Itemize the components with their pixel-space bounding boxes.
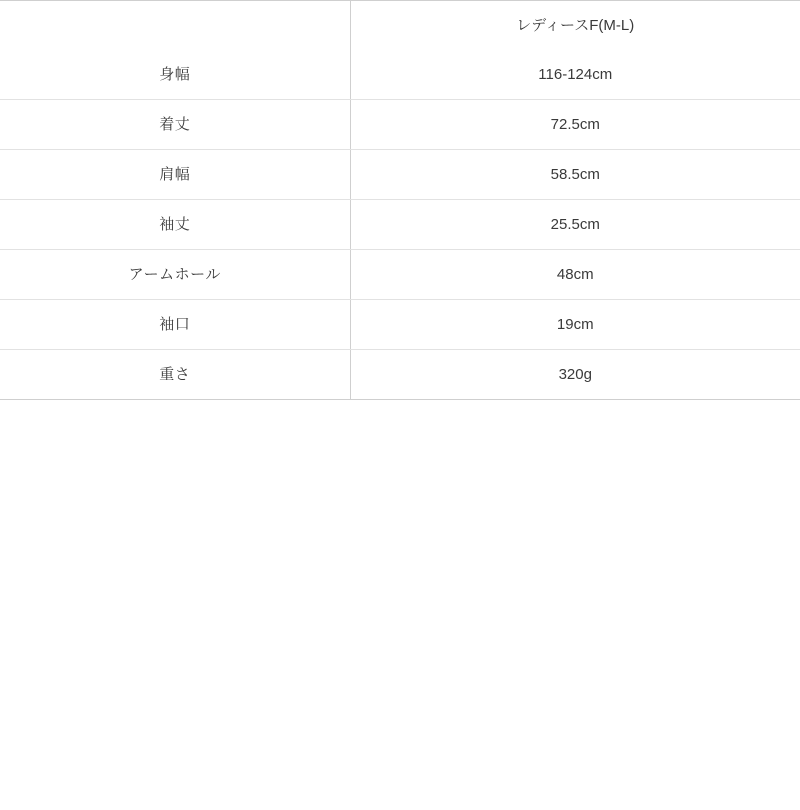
row-value-weight: 320g (558, 366, 592, 383)
row-value-length: 72.5cm (350, 100, 800, 150)
table-header (0, 1, 800, 51)
table-body (0, 50, 800, 400)
table-row (0, 300, 800, 350)
row-value-armhole: 48cm (350, 250, 800, 300)
column-header-size: レディースF(M-L) (516, 17, 635, 34)
table-row (0, 250, 800, 300)
row-value-shoulder-width: 58.5cm (350, 150, 800, 200)
row-label-body-width: 身幅 (0, 50, 350, 100)
row-label-weight: 重さ (0, 350, 350, 400)
size-table (0, 0, 800, 400)
blank-area (0, 400, 800, 810)
row-value-cuff: 19cm (350, 300, 800, 350)
row-label-length: 着丈 (0, 100, 350, 150)
row-label-shoulder-width: 肩幅 (0, 150, 350, 200)
table-row (0, 350, 800, 400)
row-value-body-width: 116-124cm (350, 50, 800, 100)
table-header-row (0, 1, 800, 51)
table-corner-cell (0, 1, 350, 51)
row-label-sleeve-length: 袖丈 (0, 200, 350, 250)
row-label-cuff: 袖口 (0, 300, 350, 350)
table-row (0, 50, 800, 100)
table-row (0, 200, 800, 250)
row-value-sleeve-length: 25.5cm (350, 200, 800, 250)
table-row (0, 100, 800, 150)
table-row (0, 150, 800, 200)
row-label-armhole: アームホール (0, 250, 350, 300)
